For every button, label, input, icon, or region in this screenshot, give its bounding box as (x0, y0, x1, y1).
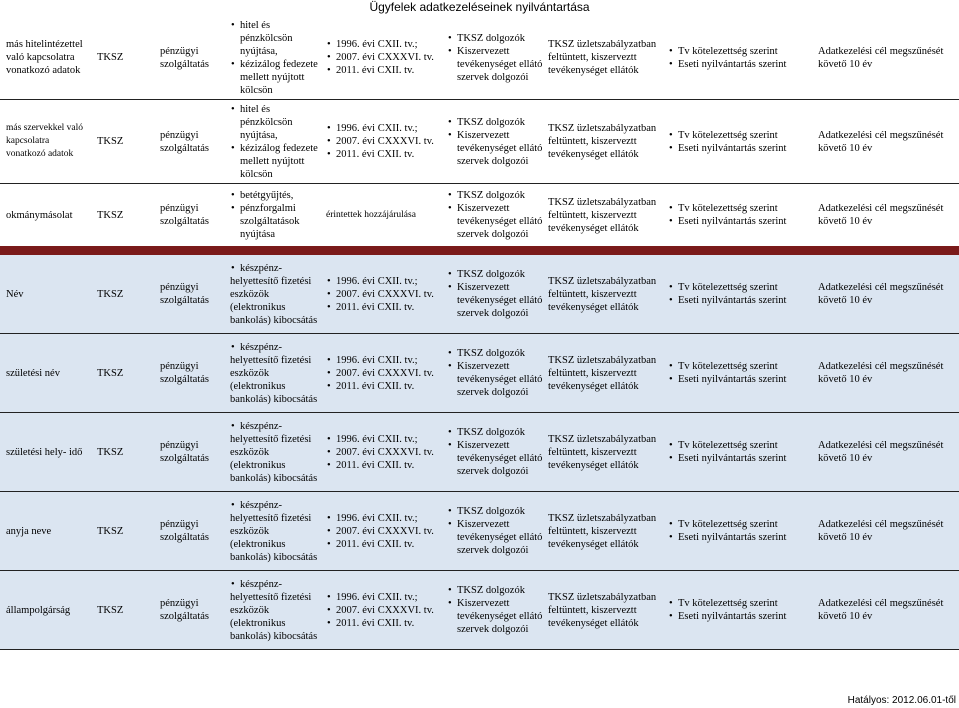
data-name-cell: más hitelintézettel való kapcsolatra vonatkozó adatok (6, 39, 83, 76)
purpose-cell (228, 413, 323, 491)
service-cell: pénzügyi szolgáltatás (160, 45, 209, 70)
access-item: • Kiszervezett tevékenységet ellátó szervek dolgozói (447, 439, 543, 478)
controller-cell: TKSZ (97, 52, 124, 63)
access-item: • TKSZ dolgozók (447, 347, 543, 360)
service-cell: pénzügyi szolgáltatás (160, 282, 209, 306)
transfer-cell (666, 184, 814, 246)
law-item: • 2011. évi CXII. tv. (326, 617, 434, 630)
law-item: • 2011. évi CXII. tv. (326, 301, 434, 314)
law-item: • 2011. évi CXII. tv. (326, 64, 434, 77)
processor-cell: TKSZ üzletszabályzatban feltüntett, kiszerveztt tevékenységet ellátók (548, 433, 657, 471)
processor-cell: TKSZ üzletszabályzatban feltüntett, kiszerveztt tevékenységet ellátók (548, 275, 657, 313)
law-item: • 1996. évi CXII. tv.; (326, 38, 434, 51)
data-name-cell: okmánymásolat (6, 209, 73, 221)
processor-cell: TKSZ üzletszabályzatban feltüntett, kiszerveztt tevékenységet ellátók (548, 591, 657, 629)
controller-cell: TKSZ (97, 288, 124, 300)
table-row (0, 16, 959, 100)
section-divider (0, 246, 959, 255)
law-item: • 1996. évi CXII. tv.; (326, 433, 434, 446)
controller-cell: TKSZ (97, 525, 124, 537)
purpose-cell (228, 100, 323, 183)
law-item: • 2007. évi CXXXVI. tv. (326, 135, 434, 148)
purpose-item: helyettesítő fizetési eszközök (elektronikus bankolás) kibocsátás (230, 354, 318, 405)
purpose-item: • kézizálog fedezete mellett nyújtott kölcsön (230, 58, 321, 97)
purpose-item: • betétgyűjtés, (230, 189, 321, 202)
purpose-item: • készpénz- (230, 262, 321, 275)
access-item: • Kiszervezett tevékenységet ellátó szervek dolgozói (447, 129, 543, 168)
retention-cell: Adatkezelési cél megszűnését követő 10 év (818, 282, 944, 306)
law-item: • 2007. évi CXXXVI. tv. (326, 525, 434, 538)
purpose-item: • készpénz- (230, 578, 321, 591)
access-cell (445, 16, 545, 99)
transfer-item: • Tv kötelezettség szerint (668, 360, 786, 373)
law-item: • 2011. évi CXII. tv. (326, 459, 434, 472)
law-item: • 1996. évi CXII. tv.; (326, 591, 434, 604)
law-cell (323, 16, 443, 99)
access-cell (445, 413, 545, 491)
retention-cell: Adatkezelési cél megszűnését követő 10 év (818, 129, 944, 154)
transfer-item: • Eseti nyilvántartás szerint (668, 531, 786, 544)
controller-cell: TKSZ (97, 446, 124, 458)
law-item: • 2007. évi CXXXVI. tv. (326, 604, 434, 617)
law-item: • 1996. évi CXII. tv.; (326, 122, 434, 135)
transfer-item: • Eseti nyilvántartás szerint (668, 452, 786, 465)
transfer-cell (666, 255, 814, 333)
law-item: • 1996. évi CXII. tv.; (326, 354, 434, 367)
controller-cell: TKSZ (97, 604, 124, 616)
controller-cell: TKSZ (97, 367, 124, 379)
processor-cell: TKSZ üzletszabályzatban feltüntett, kiszerveztt tevékenységet ellátók (548, 196, 657, 234)
purpose-item: helyettesítő fizetési eszközök (elektronikus bankolás) kibocsátás (230, 512, 318, 563)
law-cell (323, 255, 443, 333)
processor-cell: TKSZ üzletszabályzatban feltüntett, kiszerveztt tevékenységet ellátók (548, 354, 657, 392)
retention-cell: Adatkezelési cél megszűnését követő 10 év (818, 361, 944, 385)
data-name-cell: Név (6, 288, 24, 300)
transfer-cell (666, 100, 814, 183)
transfer-item: • Tv kötelezettség szerint (668, 45, 786, 58)
purpose-item: • pénzforgalmi szolgáltatások nyújtása (230, 202, 321, 241)
law-cell: érintettek hozzájárulása (326, 209, 416, 220)
law-item: • 1996. évi CXII. tv.; (326, 512, 434, 525)
transfer-cell (666, 334, 814, 412)
purpose-item: • hitel és pénzkölcsön nyújtása, (230, 103, 321, 142)
table-row (0, 255, 959, 334)
access-cell (445, 334, 545, 412)
transfer-item: • Tv kötelezettség szerint (668, 281, 786, 294)
retention-cell: Adatkezelési cél megszűnését követő 10 év (818, 45, 944, 70)
transfer-cell (666, 571, 814, 649)
processor-cell: TKSZ üzletszabályzatban feltüntett, kiszerveztt tevékenységet ellátók (548, 512, 657, 550)
purpose-cell (228, 334, 323, 412)
purpose-item: • kézizálog fedezete mellett nyújtott kölcsön (230, 142, 321, 181)
law-item: • 2011. évi CXII. tv. (326, 538, 434, 551)
transfer-item: • Eseti nyilvántartás szerint (668, 142, 786, 155)
table-row (0, 100, 959, 184)
page-title: Ügyfelek adatkezeléseinek nyilvántartása (369, 0, 590, 14)
transfer-item: • Eseti nyilvántartás szerint (668, 373, 786, 386)
access-cell (445, 571, 545, 649)
retention-cell: Adatkezelési cél megszűnését követő 10 év (818, 598, 944, 622)
service-cell: pénzügyi szolgáltatás (160, 203, 209, 227)
processor-cell: TKSZ üzletszabályzatban feltüntett, kiszerveztt tevékenységet ellátók (548, 123, 657, 160)
access-item: • Kiszervezett tevékenységet ellátó szervek dolgozói (447, 597, 543, 636)
law-item: • 1996. évi CXII. tv.; (326, 275, 434, 288)
transfer-cell (666, 413, 814, 491)
law-cell (323, 100, 443, 183)
table-row (0, 184, 959, 246)
controller-cell: TKSZ (97, 209, 124, 221)
service-cell: pénzügyi szolgáltatás (160, 440, 209, 464)
access-item: • Kiszervezett tevékenységet ellátó szervek dolgozói (447, 518, 543, 557)
retention-cell: Adatkezelési cél megszűnését követő 10 év (818, 519, 944, 543)
access-item: • TKSZ dolgozók (447, 505, 543, 518)
transfer-item: • Eseti nyilvántartás szerint (668, 610, 786, 623)
purpose-item: • készpénz- (230, 420, 321, 433)
effective-date: Hatályos: 2012.06.01-től (847, 695, 956, 706)
law-cell (323, 492, 443, 570)
transfer-cell (666, 16, 814, 99)
access-item: • Kiszervezett tevékenységet ellátó szervek dolgozói (447, 360, 543, 399)
transfer-item: • Eseti nyilvántartás szerint (668, 58, 786, 71)
data-name-cell: állampolgárság (6, 604, 71, 616)
table-row (0, 571, 959, 650)
transfer-item: • Tv kötelezettség szerint (668, 129, 786, 142)
law-item: • 2007. évi CXXXVI. tv. (326, 288, 434, 301)
access-cell (445, 100, 545, 183)
purpose-item: • készpénz- (230, 341, 321, 354)
purpose-item: • hitel és pénzkölcsön nyújtása, (230, 19, 321, 58)
transfer-cell (666, 492, 814, 570)
access-item: • TKSZ dolgozók (447, 116, 543, 129)
service-cell: pénzügyi szolgáltatás (160, 598, 209, 622)
data-name-cell: anyja neve (6, 525, 52, 537)
access-item: • TKSZ dolgozók (447, 189, 543, 202)
access-item: • TKSZ dolgozók (447, 32, 543, 45)
data-name-cell: születési név (6, 367, 60, 379)
retention-cell: Adatkezelési cél megszűnését követő 10 év (818, 203, 944, 227)
law-item: • 2007. évi CXXXVI. tv. (326, 51, 434, 64)
retention-cell: Adatkezelési cél megszűnését követő 10 év (818, 440, 944, 464)
transfer-item: • Eseti nyilvántartás szerint (668, 294, 786, 307)
service-cell: pénzügyi szolgáltatás (160, 361, 209, 385)
access-item: • Kiszervezett tevékenységet ellátó szervek dolgozói (447, 45, 543, 84)
access-item: • TKSZ dolgozók (447, 426, 543, 439)
transfer-item: • Tv kötelezettség szerint (668, 518, 786, 531)
law-item: • 2007. évi CXXXVI. tv. (326, 446, 434, 459)
law-item: • 2011. évi CXII. tv. (326, 380, 434, 393)
table-row (0, 413, 959, 492)
purpose-item: helyettesítő fizetési eszközök (elektronikus bankolás) kibocsátás (230, 433, 318, 484)
law-cell (323, 571, 443, 649)
purpose-cell (228, 16, 323, 99)
law-item: • 2011. évi CXII. tv. (326, 148, 434, 161)
transfer-item: • Eseti nyilvántartás szerint (668, 215, 786, 228)
service-cell: pénzügyi szolgáltatás (160, 129, 209, 154)
data-name-cell: születési hely- idő (6, 446, 83, 458)
access-cell (445, 255, 545, 333)
transfer-item: • Tv kötelezettség szerint (668, 439, 786, 452)
law-item: • 2007. évi CXXXVI. tv. (326, 367, 434, 380)
access-cell (445, 184, 545, 246)
access-item: • Kiszervezett tevékenységet ellátó szervek dolgozói (447, 202, 543, 241)
purpose-cell (228, 184, 323, 246)
processor-cell: TKSZ üzletszabályzatban feltüntett, kiszerveztt tevékenységet ellátók (548, 39, 657, 76)
law-cell (323, 413, 443, 491)
table-row (0, 492, 959, 571)
purpose-item: • készpénz- (230, 499, 321, 512)
data-name-cell: más szervekkel való kapcsolatra vonatkozó adatok (6, 123, 84, 159)
purpose-cell (228, 492, 323, 570)
transfer-item: • Tv kötelezettség szerint (668, 597, 786, 610)
access-item: • TKSZ dolgozók (447, 584, 543, 597)
table-row (0, 334, 959, 413)
controller-cell: TKSZ (97, 136, 124, 147)
purpose-item: helyettesítő fizetési eszközök (elektronikus bankolás) kibocsátás (230, 275, 318, 326)
access-cell (445, 492, 545, 570)
access-item: • TKSZ dolgozók (447, 268, 543, 281)
law-cell (323, 334, 443, 412)
purpose-cell (228, 571, 323, 649)
transfer-item: • Tv kötelezettség szerint (668, 202, 786, 215)
purpose-item: helyettesítő fizetési eszközök (elektronikus bankolás) kibocsátás (230, 591, 318, 642)
purpose-cell (228, 255, 323, 333)
access-item: • Kiszervezett tevékenységet ellátó szervek dolgozói (447, 281, 543, 320)
service-cell: pénzügyi szolgáltatás (160, 519, 209, 543)
